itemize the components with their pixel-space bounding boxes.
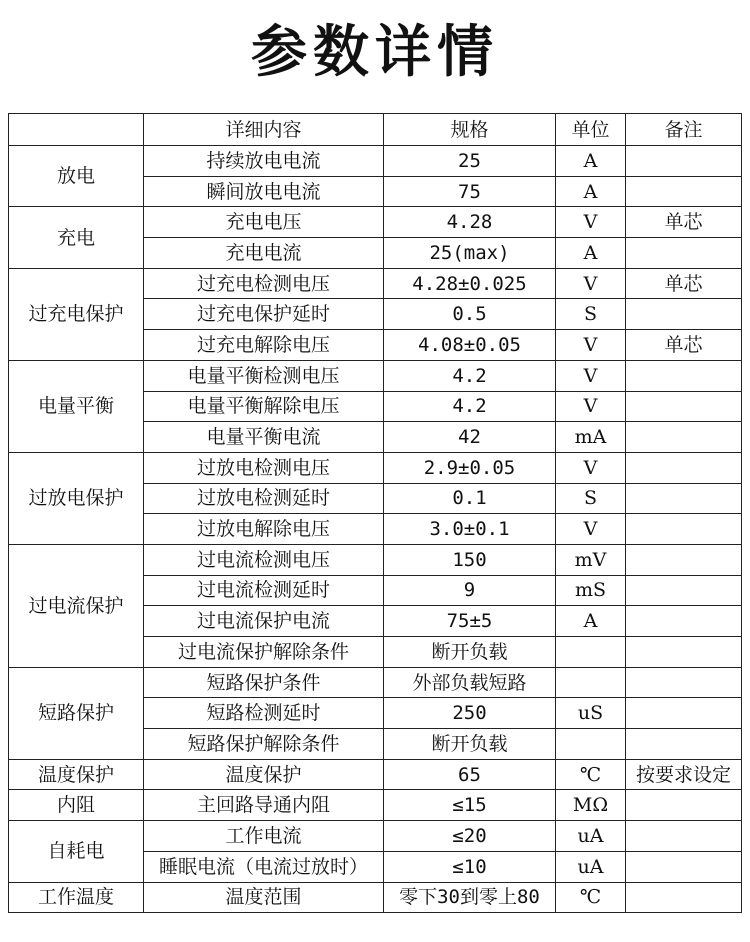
note-cell	[626, 176, 742, 207]
item-cell: 温度保护	[144, 759, 384, 790]
unit-cell: V	[556, 330, 626, 361]
spec-value-cell: 42	[384, 422, 556, 453]
table-row	[9, 452, 742, 483]
note-cell	[626, 729, 742, 760]
note-cell	[626, 851, 742, 882]
unit-cell: V	[556, 391, 626, 422]
item-cell: 过放电检测电压	[144, 452, 384, 483]
item-cell: 过放电检测延时	[144, 483, 384, 514]
note-cell	[626, 146, 742, 177]
item-cell: 过充电保护延时	[144, 299, 384, 330]
unit-cell: uS	[556, 698, 626, 729]
unit-cell: V	[556, 452, 626, 483]
unit-cell: V	[556, 360, 626, 391]
note-cell	[626, 299, 742, 330]
unit-cell: S	[556, 299, 626, 330]
unit-cell: mV	[556, 544, 626, 575]
table-row	[9, 360, 742, 391]
unit-cell: A	[556, 606, 626, 637]
note-cell: 单芯	[626, 330, 742, 361]
spec-value-cell: ≤10	[384, 851, 556, 882]
note-cell: 单芯	[626, 268, 742, 299]
group-name-cell: 电量平衡	[9, 360, 144, 452]
note-cell	[626, 483, 742, 514]
unit-cell: S	[556, 483, 626, 514]
item-cell: 主回路导通内阻	[144, 790, 384, 821]
unit-cell: uA	[556, 821, 626, 852]
item-cell: 过电流检测延时	[144, 575, 384, 606]
table-row	[9, 268, 742, 299]
unit-cell: V	[556, 514, 626, 545]
unit-cell: ℃	[556, 759, 626, 790]
note-cell	[626, 821, 742, 852]
item-cell: 温度范围	[144, 882, 384, 913]
table-row	[9, 146, 742, 177]
page-title: 参数详情	[251, 19, 499, 85]
group-name-cell: 自耗电	[9, 821, 144, 882]
spec-value-cell: 25(max)	[384, 238, 556, 269]
spec-value-cell: 3.0±0.1	[384, 514, 556, 545]
spec-value-cell: 0.1	[384, 483, 556, 514]
item-cell: 过充电检测电压	[144, 268, 384, 299]
header-spec-cell: 规格	[384, 114, 556, 146]
spec-value-cell: 4.28±0.025	[384, 268, 556, 299]
unit-cell: V	[556, 207, 626, 238]
note-cell	[626, 452, 742, 483]
spec-value-cell: 75±5	[384, 606, 556, 637]
unit-cell: mA	[556, 422, 626, 453]
note-cell	[626, 698, 742, 729]
note-cell	[626, 667, 742, 698]
item-cell: 充电电流	[144, 238, 384, 269]
unit-cell: A	[556, 238, 626, 269]
note-cell	[626, 514, 742, 545]
note-cell	[626, 606, 742, 637]
item-cell: 过电流保护解除条件	[144, 637, 384, 668]
spec-value-cell: 外部负载短路	[384, 667, 556, 698]
spec-value-cell: 25	[384, 146, 556, 177]
item-cell: 电量平衡电流	[144, 422, 384, 453]
table-row	[9, 882, 742, 913]
item-cell: 瞬间放电电流	[144, 176, 384, 207]
unit-cell: MΩ	[556, 790, 626, 821]
unit-cell: V	[556, 268, 626, 299]
note-cell: 单芯	[626, 207, 742, 238]
note-cell	[626, 238, 742, 269]
table-row	[9, 759, 742, 790]
group-name-cell: 工作温度	[9, 882, 144, 913]
spec-value-cell: 4.2	[384, 360, 556, 391]
item-cell: 过电流保护电流	[144, 606, 384, 637]
spec-value-cell: 0.5	[384, 299, 556, 330]
item-cell: 过电流检测电压	[144, 544, 384, 575]
table-row	[9, 790, 742, 821]
group-name-cell: 内阻	[9, 790, 144, 821]
spec-value-cell: 零下30到零上80	[384, 882, 556, 913]
spec-value-cell: 65	[384, 759, 556, 790]
spec-value-cell: 断开负载	[384, 729, 556, 760]
note-cell: 按要求设定	[626, 759, 742, 790]
note-cell	[626, 544, 742, 575]
spec-value-cell: 75	[384, 176, 556, 207]
item-cell: 充电电压	[144, 207, 384, 238]
table-row	[9, 667, 742, 698]
note-cell	[626, 422, 742, 453]
group-name-cell: 充电	[9, 207, 144, 268]
note-cell	[626, 360, 742, 391]
group-name-cell: 过充电保护	[9, 268, 144, 360]
header-item-cell: 详细内容	[144, 114, 384, 146]
item-cell: 电量平衡检测电压	[144, 360, 384, 391]
table-row	[9, 544, 742, 575]
table-row	[9, 207, 742, 238]
unit-cell: uA	[556, 851, 626, 882]
parameter-table-body	[9, 114, 742, 913]
group-name-cell: 温度保护	[9, 759, 144, 790]
spec-value-cell: 2.9±0.05	[384, 452, 556, 483]
spec-value-cell: 250	[384, 698, 556, 729]
item-cell: 短路保护条件	[144, 667, 384, 698]
parameter-table	[8, 113, 742, 913]
item-cell: 过充电解除电压	[144, 330, 384, 361]
item-cell: 电量平衡解除电压	[144, 391, 384, 422]
note-cell	[626, 637, 742, 668]
item-cell: 睡眠电流（电流过放时）	[144, 851, 384, 882]
unit-cell: A	[556, 146, 626, 177]
item-cell: 短路检测延时	[144, 698, 384, 729]
spec-value-cell: 4.08±0.05	[384, 330, 556, 361]
header-group-cell	[9, 114, 144, 146]
note-cell	[626, 790, 742, 821]
spec-value-cell: 断开负载	[384, 637, 556, 668]
unit-cell: ℃	[556, 882, 626, 913]
spec-value-cell: ≤15	[384, 790, 556, 821]
item-cell: 短路保护解除条件	[144, 729, 384, 760]
table-row	[9, 821, 742, 852]
group-name-cell: 短路保护	[9, 667, 144, 759]
group-name-cell: 过电流保护	[9, 544, 144, 667]
item-cell: 持续放电电流	[144, 146, 384, 177]
note-cell	[626, 575, 742, 606]
unit-cell	[556, 637, 626, 668]
table-header-row	[9, 114, 742, 146]
spec-value-cell: 150	[384, 544, 556, 575]
unit-cell: A	[556, 176, 626, 207]
spec-value-cell: 4.28	[384, 207, 556, 238]
spec-value-cell: ≤20	[384, 821, 556, 852]
item-cell: 过放电解除电压	[144, 514, 384, 545]
group-name-cell: 放电	[9, 146, 144, 207]
spec-value-cell: 4.2	[384, 391, 556, 422]
unit-cell: mS	[556, 575, 626, 606]
spec-value-cell: 9	[384, 575, 556, 606]
header-unit-cell: 单位	[556, 114, 626, 146]
unit-cell	[556, 667, 626, 698]
note-cell	[626, 882, 742, 913]
note-cell	[626, 391, 742, 422]
header-note-cell: 备注	[626, 114, 742, 146]
item-cell: 工作电流	[144, 821, 384, 852]
group-name-cell: 过放电保护	[9, 452, 144, 544]
unit-cell	[556, 729, 626, 760]
